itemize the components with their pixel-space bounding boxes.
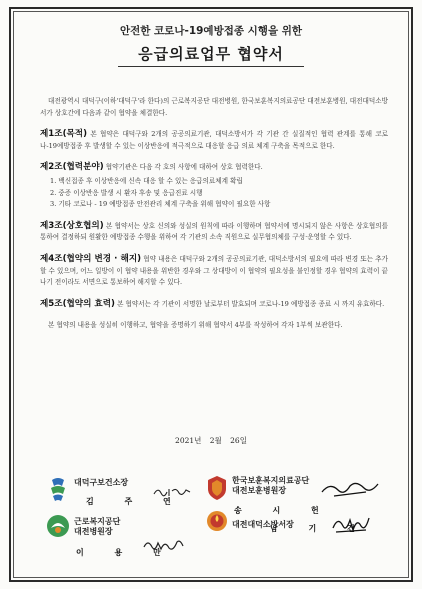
- article-5-text: 본 협약서는 각 기관이 서명한 날로부터 발효되며 코로나-19 예방접종 종료 시 까지 유효하다.: [117, 299, 385, 308]
- article-3-text: 본 협약서는 상호 신의와 성실의 원칙에 따라 이행하며 협약서에 명시되지 않은 사항은 상호협의를 통하여 결정하되 원활한 예방접종 수행을 위하여 각 기관의 소속 직원으로 실무협의체를 구성·운영할 수 있다.: [40, 221, 388, 242]
- signatory-org: 대덕구보건소장: [74, 478, 129, 487]
- signatory-name: 남 기 건: [270, 524, 369, 533]
- signature-kim-mark: [152, 486, 192, 498]
- intro-paragraph: 대전광역시 대덕구(이하'대덕구'라 한다)의 근로복지공단 대전병원, 한국보훈복지의료공단 대전보훈병원, 대전대덕소방서가 상호간에 다음과 같이 협약을 체결한다.: [40, 97, 388, 117]
- workers-comp-logo-icon: [46, 514, 70, 538]
- article-3: [40, 221, 388, 244]
- signatory-org-line2: 대전병원장: [74, 527, 113, 536]
- signatory-org: 대전대덕소방서장: [232, 520, 294, 529]
- signatory-name: 송 시 헌: [234, 506, 333, 515]
- article-2-item: 1. 백신접종 후 이상반응에 신속 대응 할 수 있는 응급의료체계 확립: [50, 176, 243, 185]
- document-body: [40, 96, 388, 342]
- agreement-date: 2021년 2월 26일: [175, 436, 247, 445]
- veterans-emblem-icon: [206, 475, 228, 501]
- article-2-item: 2. 중증 이상반응 발생 시 환자 후송 및 응급진료 시행: [50, 188, 203, 197]
- signature-lee-mark: [142, 537, 186, 553]
- article-2: [40, 162, 388, 174]
- article-2-items: [40, 176, 388, 211]
- article-1-text: 본 협약은 대덕구와 2개의 공공의료기관, 대덕소방서가 각 기관 간 실질적인 협력 관계를 통해 코로나-19예방접종 후 발생할 수 있는 이상반응에 적극적으로 대응할 응급 의료 체계 구축을 목적으로 한다.: [40, 130, 388, 150]
- article-2-text: 협약기관은 다음 각 호의 사항에 대하여 상호 협력한다.: [105, 163, 263, 172]
- article-2-item: 3. 기타 코로나 - 19 예방접종 안전관리 체계 구축을 위해 협약이 필요한 사항: [50, 200, 271, 209]
- article-4-heading: 제4조(협약의 변경 · 해지): [40, 253, 142, 264]
- signature-song-mark: [320, 478, 380, 500]
- title-underline: [118, 66, 304, 67]
- signatory-org-line2: 대전보훈병원장: [232, 486, 287, 495]
- document-subtitle: 안전한 코로나-19예방접종 시행을 위한: [119, 25, 303, 37]
- signatory-org-line1: 근로복지공단: [74, 517, 121, 526]
- fire-station-emblem-icon: [206, 510, 228, 532]
- signatory-org-line1: 한국보훈복지의료공단: [232, 476, 310, 485]
- signature-nam-mark: [330, 512, 372, 536]
- daedeok-emblem-icon: [49, 476, 67, 502]
- signatory-veterans-hospital: [232, 476, 333, 515]
- article-2-heading: 제2조(협력분야): [40, 162, 104, 173]
- signatory-fire-station: [232, 520, 369, 533]
- article-5-heading: 제5조(협약의 효력): [40, 298, 115, 309]
- signatory-name: 김 주 연: [86, 497, 185, 506]
- signatory-workers-hospital: [74, 517, 175, 557]
- document-title: 응급의료업무 협약서: [138, 45, 284, 63]
- article-4-text: 협약 내용은 대덕구와 2개의 공공의료기관, 대덕소방서의 필요에 따라 변경 또는 추가할 수 있으며, 어느 일방이 이 협약 내용을 위반한 경우와 그 상대방이 이 협약의 필요성을 불인정할 경우 협약의 효력이 끝나기 전이라도 서면으로 통보하여 해지할 수 있다.: [40, 254, 388, 287]
- article-5: [40, 299, 388, 311]
- article-1-heading: 제1조(목적): [40, 129, 88, 140]
- article-4: [40, 254, 388, 289]
- signatory-health-center: [74, 478, 185, 506]
- article-1: [40, 129, 388, 152]
- signatory-name: 이 용 만: [76, 548, 175, 557]
- closing-paragraph: 본 협약의 내용을 성실히 이행하고, 협약을 증명하기 위해 협약서 4부를 작성하여 각자 1부씩 보관한다.: [48, 321, 343, 330]
- article-3-heading: 제3조(상호협의): [40, 220, 104, 231]
